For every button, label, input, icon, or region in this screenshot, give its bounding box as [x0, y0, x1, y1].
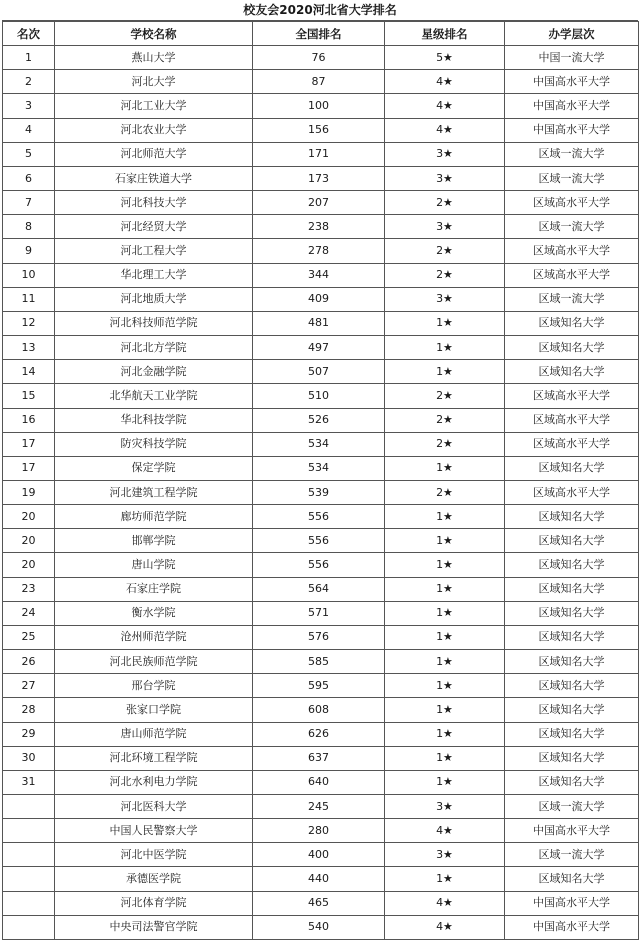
cell-school-level: 区域高水平大学	[505, 191, 639, 215]
cell-star-rank: 1★	[385, 577, 505, 601]
cell-school-level: 区域高水平大学	[505, 408, 639, 432]
cell-school-level: 区域一流大学	[505, 795, 639, 819]
cell-rank: 7	[3, 191, 55, 215]
cell-national-rank: 526	[253, 408, 385, 432]
cell-school-name: 河北师范大学	[55, 142, 253, 166]
cell-rank	[3, 795, 55, 819]
table-row	[3, 408, 639, 432]
cell-school-level: 区域知名大学	[505, 722, 639, 746]
cell-school-name: 河北建筑工程学院	[55, 480, 253, 504]
cell-rank: 23	[3, 577, 55, 601]
cell-school-name: 华北理工大学	[55, 263, 253, 287]
cell-rank: 19	[3, 480, 55, 504]
cell-school-name: 河北金融学院	[55, 360, 253, 384]
cell-star-rank: 5★	[385, 46, 505, 70]
cell-school-level: 中国高水平大学	[505, 819, 639, 843]
cell-national-rank: 76	[253, 46, 385, 70]
table-row	[3, 287, 639, 311]
cell-rank: 30	[3, 746, 55, 770]
cell-rank: 10	[3, 263, 55, 287]
cell-school-name: 中国人民警察大学	[55, 819, 253, 843]
header-national-rank: 全国排名	[253, 22, 385, 46]
cell-national-rank: 556	[253, 529, 385, 553]
cell-star-rank: 1★	[385, 529, 505, 553]
header-rank: 名次	[3, 22, 55, 46]
cell-school-name: 河北民族师范学院	[55, 650, 253, 674]
table-row	[3, 311, 639, 335]
cell-national-rank: 481	[253, 311, 385, 335]
table-row	[3, 915, 639, 939]
cell-school-name: 廊坊师范学院	[55, 505, 253, 529]
ranking-table	[2, 21, 639, 940]
cell-school-level: 区域高水平大学	[505, 432, 639, 456]
cell-rank: 13	[3, 336, 55, 360]
table-row	[3, 505, 639, 529]
table-row	[3, 118, 639, 142]
cell-school-level: 区域知名大学	[505, 674, 639, 698]
table-row	[3, 577, 639, 601]
cell-school-name: 衡水学院	[55, 601, 253, 625]
table-row	[3, 70, 639, 94]
cell-rank: 25	[3, 625, 55, 649]
cell-star-rank: 2★	[385, 239, 505, 263]
cell-school-name: 石家庄学院	[55, 577, 253, 601]
table-row	[3, 432, 639, 456]
cell-school-name: 河北环境工程学院	[55, 746, 253, 770]
cell-star-rank: 3★	[385, 795, 505, 819]
cell-star-rank: 1★	[385, 650, 505, 674]
cell-national-rank: 576	[253, 625, 385, 649]
cell-star-rank: 4★	[385, 70, 505, 94]
cell-school-name: 河北经贸大学	[55, 215, 253, 239]
table-row	[3, 239, 639, 263]
cell-school-name: 承德医学院	[55, 867, 253, 891]
cell-star-rank: 1★	[385, 867, 505, 891]
cell-school-level: 区域高水平大学	[505, 263, 639, 287]
cell-school-name: 石家庄铁道大学	[55, 166, 253, 190]
table-row	[3, 625, 639, 649]
cell-rank: 31	[3, 770, 55, 794]
cell-school-name: 河北医科大学	[55, 795, 253, 819]
table-row	[3, 142, 639, 166]
cell-rank: 2	[3, 70, 55, 94]
cell-school-name: 河北工程大学	[55, 239, 253, 263]
cell-school-name: 中央司法警官学院	[55, 915, 253, 939]
cell-rank: 15	[3, 384, 55, 408]
cell-rank: 6	[3, 166, 55, 190]
cell-star-rank: 1★	[385, 553, 505, 577]
cell-star-rank: 1★	[385, 746, 505, 770]
cell-star-rank: 1★	[385, 674, 505, 698]
table-row	[3, 94, 639, 118]
table-row	[3, 722, 639, 746]
cell-star-rank: 4★	[385, 118, 505, 142]
cell-national-rank: 556	[253, 553, 385, 577]
cell-school-name: 河北科技大学	[55, 191, 253, 215]
cell-rank: 26	[3, 650, 55, 674]
cell-star-rank: 4★	[385, 819, 505, 843]
cell-star-rank: 3★	[385, 215, 505, 239]
cell-school-name: 保定学院	[55, 456, 253, 480]
cell-school-name: 张家口学院	[55, 698, 253, 722]
cell-star-rank: 2★	[385, 408, 505, 432]
cell-school-name: 北华航天工业学院	[55, 384, 253, 408]
cell-school-level: 区域高水平大学	[505, 239, 639, 263]
cell-national-rank: 595	[253, 674, 385, 698]
header-star-rank: 星级排名	[385, 22, 505, 46]
cell-school-level: 区域一流大学	[505, 166, 639, 190]
table-row	[3, 263, 639, 287]
cell-national-rank: 608	[253, 698, 385, 722]
cell-star-rank: 2★	[385, 191, 505, 215]
header-school-level: 办学层次	[505, 22, 639, 46]
cell-national-rank: 400	[253, 843, 385, 867]
cell-national-rank: 156	[253, 118, 385, 142]
cell-national-rank: 637	[253, 746, 385, 770]
cell-school-level: 区域一流大学	[505, 142, 639, 166]
cell-national-rank: 510	[253, 384, 385, 408]
cell-star-rank: 1★	[385, 722, 505, 746]
table-row	[3, 191, 639, 215]
cell-school-level: 区域知名大学	[505, 456, 639, 480]
cell-star-rank: 3★	[385, 166, 505, 190]
cell-star-rank: 1★	[385, 601, 505, 625]
cell-star-rank: 1★	[385, 336, 505, 360]
table-row	[3, 553, 639, 577]
cell-school-level: 区域知名大学	[505, 601, 639, 625]
cell-national-rank: 539	[253, 480, 385, 504]
cell-national-rank: 87	[253, 70, 385, 94]
cell-star-rank: 2★	[385, 432, 505, 456]
cell-school-level: 区域一流大学	[505, 287, 639, 311]
cell-school-level: 区域知名大学	[505, 505, 639, 529]
table-row	[3, 867, 639, 891]
cell-rank: 8	[3, 215, 55, 239]
cell-school-name: 邢台学院	[55, 674, 253, 698]
table-row	[3, 46, 639, 70]
cell-school-name: 河北水利电力学院	[55, 770, 253, 794]
cell-rank: 9	[3, 239, 55, 263]
table-row	[3, 480, 639, 504]
cell-rank: 4	[3, 118, 55, 142]
cell-national-rank: 465	[253, 891, 385, 915]
page-title: 校友会2020河北省大学排名	[2, 0, 638, 21]
cell-star-rank: 4★	[385, 891, 505, 915]
cell-star-rank: 4★	[385, 915, 505, 939]
cell-star-rank: 1★	[385, 698, 505, 722]
table-row	[3, 843, 639, 867]
cell-star-rank: 2★	[385, 480, 505, 504]
cell-national-rank: 571	[253, 601, 385, 625]
cell-school-name: 邯郸学院	[55, 529, 253, 553]
table-row	[3, 166, 639, 190]
cell-rank: 24	[3, 601, 55, 625]
cell-rank: 5	[3, 142, 55, 166]
cell-national-rank: 534	[253, 432, 385, 456]
cell-national-rank: 556	[253, 505, 385, 529]
cell-school-name: 河北工业大学	[55, 94, 253, 118]
cell-rank: 20	[3, 529, 55, 553]
cell-star-rank: 1★	[385, 770, 505, 794]
cell-rank	[3, 843, 55, 867]
cell-school-name: 河北北方学院	[55, 336, 253, 360]
cell-rank: 20	[3, 505, 55, 529]
cell-rank: 27	[3, 674, 55, 698]
cell-school-name: 河北大学	[55, 70, 253, 94]
cell-national-rank: 626	[253, 722, 385, 746]
cell-rank: 3	[3, 94, 55, 118]
cell-school-level: 区域知名大学	[505, 698, 639, 722]
cell-rank	[3, 891, 55, 915]
cell-national-rank: 507	[253, 360, 385, 384]
cell-star-rank: 3★	[385, 843, 505, 867]
cell-national-rank: 540	[253, 915, 385, 939]
cell-school-level: 区域知名大学	[505, 360, 639, 384]
cell-rank: 11	[3, 287, 55, 311]
cell-rank: 28	[3, 698, 55, 722]
cell-national-rank: 585	[253, 650, 385, 674]
table-row	[3, 698, 639, 722]
cell-national-rank: 409	[253, 287, 385, 311]
cell-rank	[3, 867, 55, 891]
table-row	[3, 891, 639, 915]
cell-school-name: 河北体育学院	[55, 891, 253, 915]
cell-school-level: 区域知名大学	[505, 529, 639, 553]
cell-school-level: 区域知名大学	[505, 770, 639, 794]
cell-school-name: 河北科技师范学院	[55, 311, 253, 335]
cell-national-rank: 280	[253, 819, 385, 843]
cell-star-rank: 2★	[385, 263, 505, 287]
cell-school-level: 区域知名大学	[505, 336, 639, 360]
cell-school-level: 中国一流大学	[505, 46, 639, 70]
table-body	[3, 46, 639, 940]
cell-school-level: 区域知名大学	[505, 625, 639, 649]
cell-school-level: 区域知名大学	[505, 577, 639, 601]
cell-national-rank: 440	[253, 867, 385, 891]
table-row	[3, 601, 639, 625]
cell-star-rank: 4★	[385, 94, 505, 118]
table-row	[3, 650, 639, 674]
table-row	[3, 384, 639, 408]
cell-national-rank: 534	[253, 456, 385, 480]
table-header-row	[3, 22, 639, 46]
cell-school-level: 区域高水平大学	[505, 384, 639, 408]
cell-national-rank: 564	[253, 577, 385, 601]
cell-school-level: 区域知名大学	[505, 553, 639, 577]
cell-star-rank: 3★	[385, 142, 505, 166]
cell-rank	[3, 819, 55, 843]
cell-rank: 14	[3, 360, 55, 384]
cell-school-level: 区域知名大学	[505, 311, 639, 335]
cell-national-rank: 100	[253, 94, 385, 118]
cell-school-level: 区域知名大学	[505, 746, 639, 770]
cell-rank: 29	[3, 722, 55, 746]
cell-school-name: 华北科技学院	[55, 408, 253, 432]
table-row	[3, 770, 639, 794]
cell-school-name: 唐山师范学院	[55, 722, 253, 746]
table-row	[3, 456, 639, 480]
cell-star-rank: 1★	[385, 311, 505, 335]
cell-school-level: 区域高水平大学	[505, 480, 639, 504]
cell-school-name: 沧州师范学院	[55, 625, 253, 649]
cell-national-rank: 207	[253, 191, 385, 215]
cell-school-level: 区域知名大学	[505, 867, 639, 891]
cell-star-rank: 1★	[385, 625, 505, 649]
cell-rank	[3, 915, 55, 939]
cell-school-level: 区域知名大学	[505, 650, 639, 674]
cell-rank: 1	[3, 46, 55, 70]
cell-star-rank: 3★	[385, 287, 505, 311]
cell-school-level: 中国高水平大学	[505, 70, 639, 94]
table-row	[3, 674, 639, 698]
table-row	[3, 795, 639, 819]
cell-school-level: 中国高水平大学	[505, 915, 639, 939]
table-row	[3, 529, 639, 553]
cell-school-name: 唐山学院	[55, 553, 253, 577]
header-school-name: 学校名称	[55, 22, 253, 46]
table-row	[3, 746, 639, 770]
cell-rank: 17	[3, 432, 55, 456]
cell-school-name: 河北地质大学	[55, 287, 253, 311]
cell-school-level: 中国高水平大学	[505, 891, 639, 915]
cell-school-name: 河北中医学院	[55, 843, 253, 867]
cell-national-rank: 640	[253, 770, 385, 794]
table-row	[3, 215, 639, 239]
table-row	[3, 360, 639, 384]
cell-star-rank: 1★	[385, 456, 505, 480]
cell-school-name: 防灾科技学院	[55, 432, 253, 456]
cell-school-level: 中国高水平大学	[505, 118, 639, 142]
cell-school-level: 中国高水平大学	[505, 94, 639, 118]
cell-national-rank: 497	[253, 336, 385, 360]
cell-star-rank: 1★	[385, 505, 505, 529]
cell-school-name: 河北农业大学	[55, 118, 253, 142]
cell-national-rank: 278	[253, 239, 385, 263]
cell-star-rank: 1★	[385, 360, 505, 384]
cell-national-rank: 171	[253, 142, 385, 166]
table-row	[3, 819, 639, 843]
cell-star-rank: 2★	[385, 384, 505, 408]
cell-national-rank: 344	[253, 263, 385, 287]
cell-national-rank: 173	[253, 166, 385, 190]
cell-school-level: 区域一流大学	[505, 215, 639, 239]
cell-rank: 16	[3, 408, 55, 432]
cell-rank: 17	[3, 456, 55, 480]
cell-national-rank: 238	[253, 215, 385, 239]
table-row	[3, 336, 639, 360]
cell-school-level: 区域一流大学	[505, 843, 639, 867]
cell-school-name: 燕山大学	[55, 46, 253, 70]
cell-rank: 20	[3, 553, 55, 577]
cell-rank: 12	[3, 311, 55, 335]
cell-national-rank: 245	[253, 795, 385, 819]
